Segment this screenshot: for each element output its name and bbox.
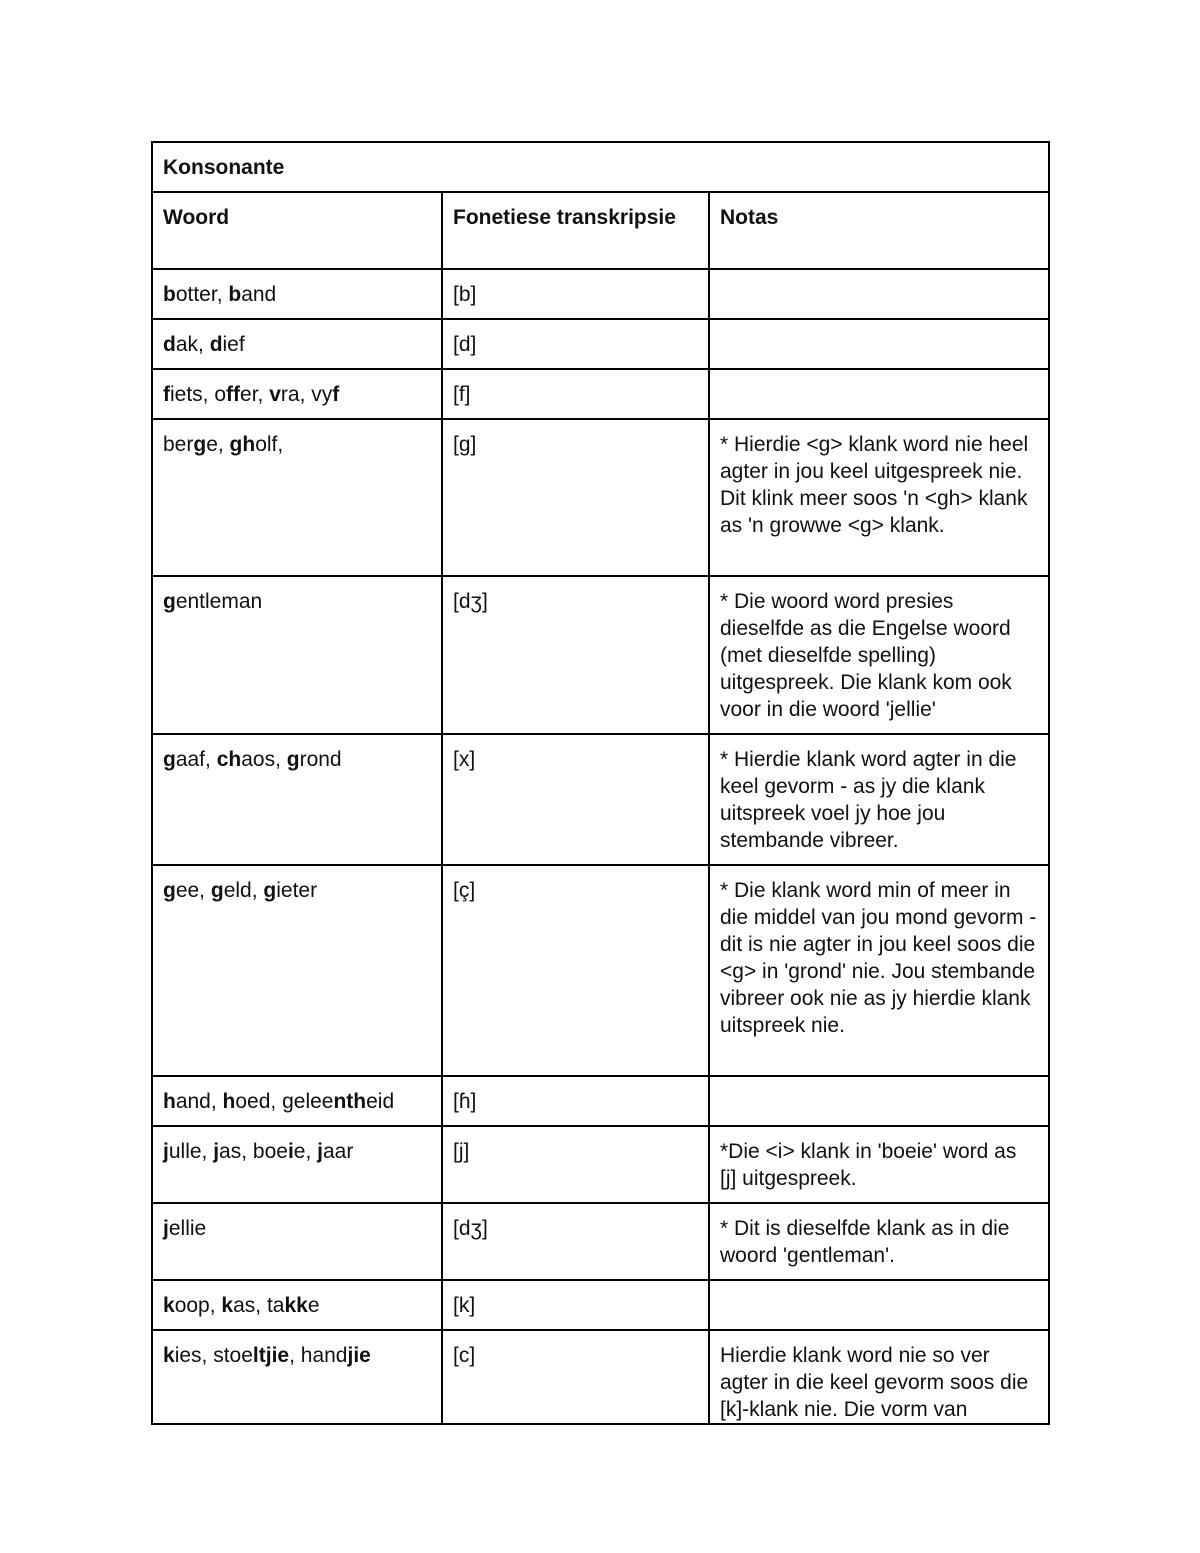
table-row — [152, 865, 1049, 1076]
word-segment: entleman — [175, 590, 263, 613]
word-bold-segment: g — [163, 590, 176, 613]
word-bold-segment: d — [209, 333, 223, 356]
word-segment: ellie — [168, 1217, 207, 1240]
word-bold-segment: b — [163, 283, 176, 306]
word-segment: ief — [222, 333, 245, 356]
word-segment: aar — [322, 1140, 354, 1163]
word-bold-segment: k — [221, 1294, 234, 1317]
word-bold-segment: gh — [229, 433, 256, 456]
word-cell — [152, 734, 442, 865]
word-bold-segment: g — [286, 748, 300, 771]
transcription-cell: [f] — [442, 369, 709, 419]
transcription-cell: [ɦ] — [442, 1076, 709, 1126]
word-bold-segment: j — [213, 1140, 220, 1163]
word-bold-segment: ch — [216, 748, 242, 771]
table-row — [152, 369, 1049, 419]
notes-cell: * Hierdie klank word agter in die keel gevorm - as jy die klank uitspreek voel jy hoe jou stembande vibreer. — [709, 734, 1049, 865]
word-segment: er, — [240, 383, 270, 406]
table-header-row — [152, 192, 1049, 269]
word-bold-segment: h — [163, 1090, 176, 1113]
word-bold-segment: g — [263, 879, 277, 902]
word-segment: e — [307, 1294, 320, 1317]
word-segment: as, ta — [233, 1294, 285, 1317]
word-bold-segment: g — [210, 879, 224, 902]
word-cell — [152, 269, 442, 319]
table-row — [152, 319, 1049, 369]
notes-cell: * Hierdie <g> klank word nie heel agter in jou keel uitgespreek nie. Dit klink meer soos 'n <gh> klank as 'n growwe <g> klank. — [709, 419, 1049, 576]
transcription-cell: [b] — [442, 269, 709, 319]
word-segment: ies, stoe — [174, 1344, 253, 1367]
word-segment: ieter — [276, 879, 318, 902]
word-bold-segment: j — [317, 1140, 323, 1163]
word-segment: as, boe — [219, 1140, 288, 1163]
word-cell — [152, 576, 442, 734]
table-row — [152, 419, 1049, 576]
word-cell — [152, 1126, 442, 1203]
notes-cell: * Die klank word min of meer in die middel van jou mond gevorm - dit is nie agter in jou keel soos die <g> in 'grond' nie. Jou stembande vibreer ook nie as jy hierdie klank uitspreek nie. — [709, 865, 1049, 1076]
transcription-cell: [g] — [442, 419, 709, 576]
notes-cell — [709, 319, 1049, 369]
word-segment: e, — [206, 433, 230, 456]
word-bold-segment: jie — [347, 1344, 371, 1367]
word-segment: ee, — [175, 879, 211, 902]
notes-cell — [709, 1280, 1049, 1330]
word-bold-segment: h — [222, 1090, 236, 1113]
word-segment: , hand — [289, 1344, 348, 1367]
header-word: Woord — [152, 192, 442, 269]
notes-cell — [709, 1076, 1049, 1126]
word-segment: e, — [293, 1140, 318, 1163]
table-row — [152, 734, 1049, 865]
word-bold-segment: v — [269, 383, 281, 406]
header-notes: Notas — [709, 192, 1049, 269]
word-cell — [152, 419, 442, 576]
transcription-cell: [x] — [442, 734, 709, 865]
word-segment: ber — [163, 433, 194, 456]
word-segment: ak, — [175, 333, 210, 356]
word-segment: ulle, — [168, 1140, 214, 1163]
word-segment: iets, o — [170, 383, 227, 406]
word-segment: otter, — [175, 283, 229, 306]
word-bold-segment: g — [163, 879, 176, 902]
header-transcription: Fonetiese transkripsie — [442, 192, 709, 269]
transcription-cell: [dʒ] — [442, 576, 709, 734]
word-bold-segment: kk — [284, 1294, 308, 1317]
transcription-cell: [d] — [442, 319, 709, 369]
word-segment: and, — [175, 1090, 223, 1113]
word-segment: rond — [299, 748, 342, 771]
transcription-cell: [dʒ] — [442, 1203, 709, 1280]
word-cell — [152, 369, 442, 419]
word-segment: ra, vy — [280, 383, 333, 406]
word-segment: aaf, — [175, 748, 217, 771]
word-segment: aos, — [241, 748, 287, 771]
table-row — [152, 1280, 1049, 1330]
word-bold-segment: i — [287, 1140, 294, 1163]
word-bold-segment: b — [228, 283, 242, 306]
table-row — [152, 576, 1049, 734]
word-cell — [152, 1203, 442, 1280]
transcription-cell: [c] — [442, 1330, 709, 1424]
word-segment: oop, — [174, 1294, 222, 1317]
notes-cell: * Die woord word presies dieselfde as die Engelse woord (met dieselfde spelling) uitgespreek. Die klank kom ook voor in die woord 'jellie' — [709, 576, 1049, 734]
transcription-cell: [j] — [442, 1126, 709, 1203]
notes-cell: Hierdie klank word nie so ver agter in die keel gevorm soos die [k]-klank nie. Die vorm van — [709, 1330, 1049, 1424]
word-segment: olf, — [255, 433, 284, 456]
word-bold-segment: j — [163, 1217, 169, 1240]
transcription-cell: [ç] — [442, 865, 709, 1076]
table-row — [152, 1126, 1049, 1203]
word-bold-segment: f — [332, 383, 340, 406]
word-bold-segment: nth — [333, 1090, 367, 1113]
notes-cell: * Dit is dieselfde klank as in die woord 'gentleman'. — [709, 1203, 1049, 1280]
word-cell — [152, 319, 442, 369]
word-segment: and — [241, 283, 277, 306]
notes-cell — [709, 269, 1049, 319]
table-row — [152, 1203, 1049, 1280]
table-row — [152, 269, 1049, 319]
table-title-row — [152, 142, 1049, 192]
word-cell — [152, 1330, 442, 1424]
word-cell — [152, 865, 442, 1076]
word-bold-segment: f — [163, 383, 170, 406]
transcription-cell: [k] — [442, 1280, 709, 1330]
word-bold-segment: j — [163, 1140, 169, 1163]
word-bold-segment: g — [193, 433, 207, 456]
word-segment: eld, — [223, 879, 264, 902]
word-bold-segment: k — [163, 1294, 175, 1317]
table-row — [152, 1076, 1049, 1126]
word-bold-segment: d — [163, 333, 176, 356]
word-bold-segment: ltjie — [252, 1344, 290, 1367]
word-bold-segment: ff — [226, 383, 241, 406]
notes-cell: *Die <i> klank in 'boeie' word as [j] uitgespreek. — [709, 1126, 1049, 1203]
word-segment: eid — [366, 1090, 395, 1113]
word-segment: oed, gelee — [235, 1090, 334, 1113]
table-row — [152, 1330, 1049, 1424]
table-title: Konsonante — [152, 142, 1049, 192]
consonants-table — [151, 141, 1050, 1425]
word-cell — [152, 1076, 442, 1126]
word-cell — [152, 1280, 442, 1330]
notes-cell — [709, 369, 1049, 419]
word-bold-segment: k — [163, 1344, 175, 1367]
word-bold-segment: g — [163, 748, 176, 771]
